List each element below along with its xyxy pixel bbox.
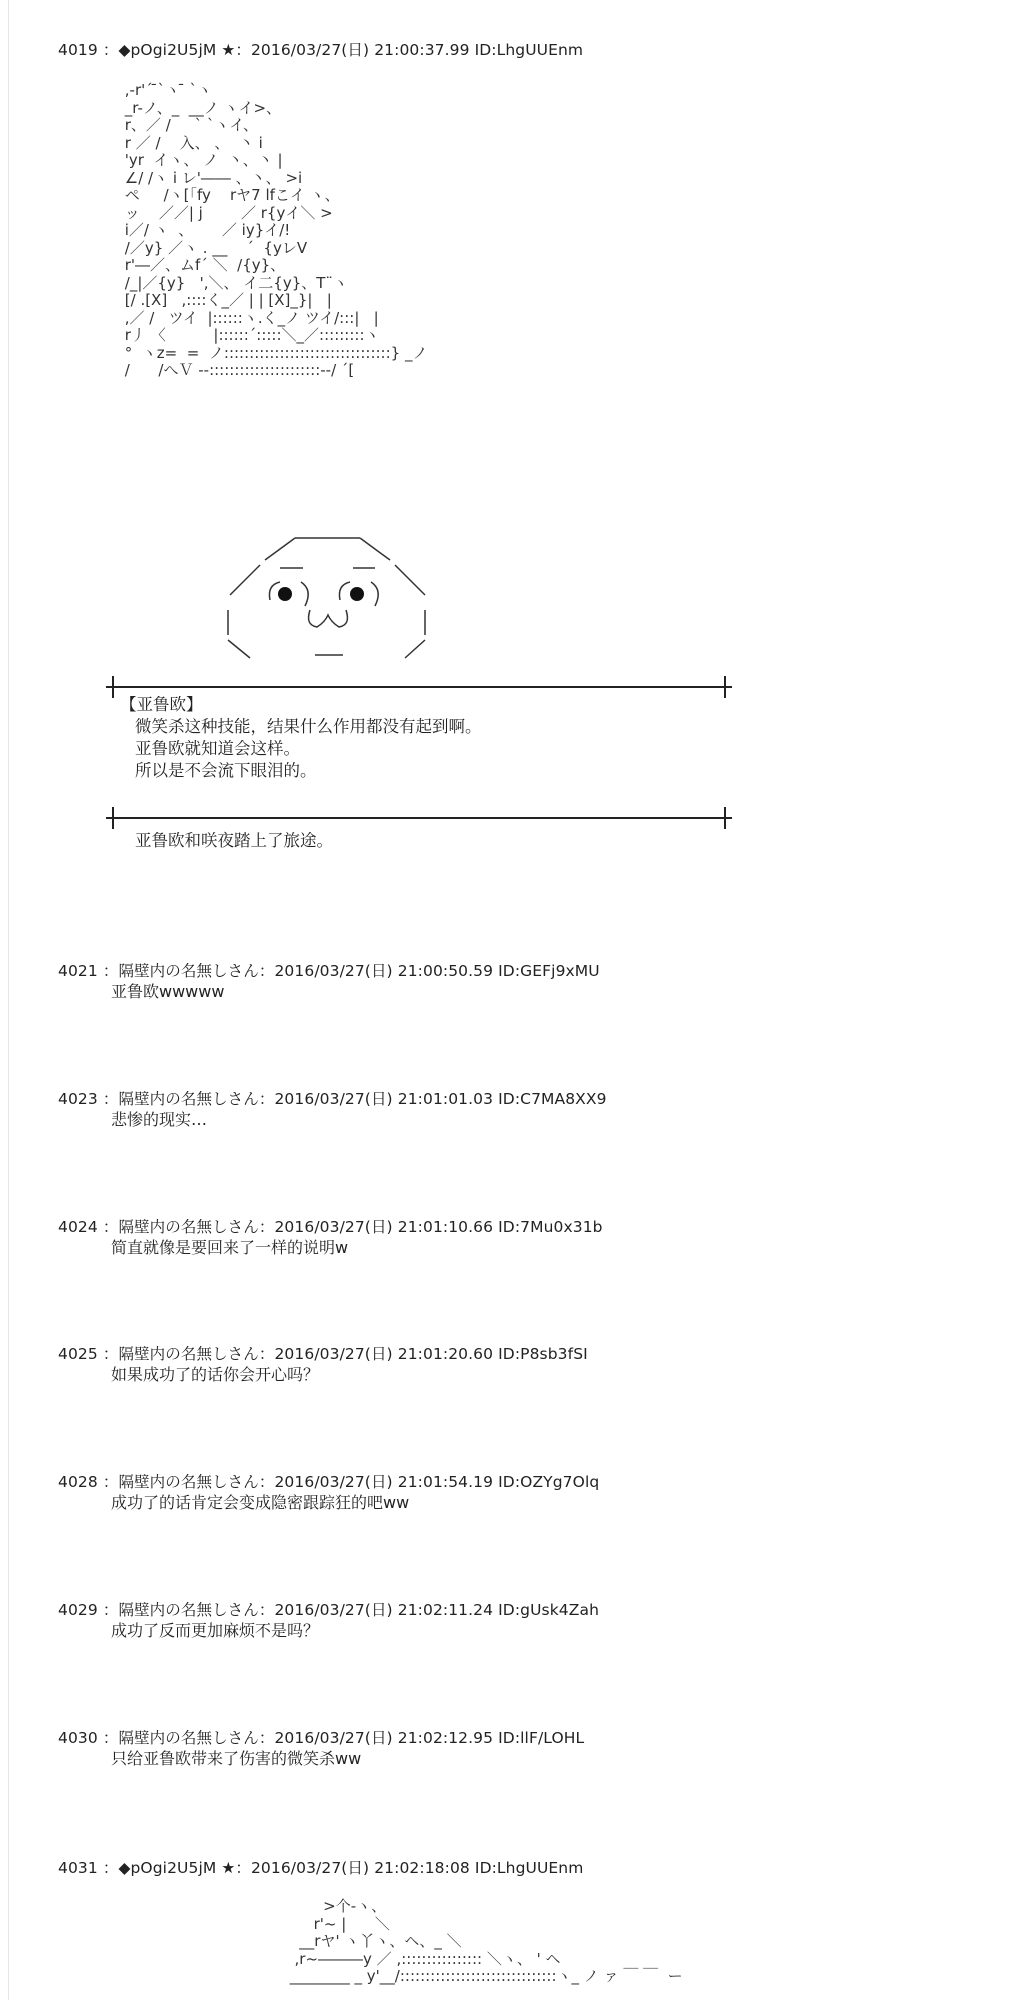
post-header: 4031 ：◆pOgi2U5jM ★：2016/03/27(日) 21:02:18:08 ID:LhgUUEnm [58,1859,584,1877]
post-body: 成功了的话肯定会变成隐密跟踪狂的吧ww [111,1493,410,1512]
post-4024 [58,1217,603,1259]
post-header: 4024 ：隔壁内の名無しさん：2016/03/27(日) 21:01:10.66 ID:7Mu0x31b [58,1218,603,1236]
ascii-art-character: ,-r'´ ̄`ヽ ̄ `ヽ _r-ノ、_ __ノ ヽイ>、 r、／ / ` `ヽイ、 r ／ / 入、 、 丶 i 'yr イヽ、 ノ 丶、丶 | ∠/ /ヽ i レ'―― 、丶、 >i ペ /ヽ[「fy rヤ7 lfこイ ヽ、 ッ ／／| j ／ r{yイ＼ > i／/ ヽ 、 ／ iy}イ/! /／y} ／ヽ . __ ´ {yレV r'―／、ムf´ ＼ /{y}、 /_|／{y} ',＼、 イ二{y}、T¨ヽ [/ .[X] ,::::く_／ | | [X]_}| | ,／ / ツイ |::::::ヽ.く_ノ ツイ/:::| | r丿 〈 |::::::´:::::＼_／:::::::::ヽ ° ヽz= = ノ:::::::::::::::::::::::::::::::::} _ノ / /へＶ --::::::::::::::::::::::--/ ´[ [124,81,428,379]
dialogue-line: 微笑杀这种技能，结果什么作用都没有起到啊。 [135,717,482,736]
post-4030 [58,1728,584,1770]
post-header: 4019 ：◆pOgi2U5jM ★：2016/03/27(日) 21:00:37.99 ID:LhgUUEnm [58,41,584,59]
post-header: 4030 ：隔壁内の名無しさん：2016/03/27(日) 21:02:12.95 ID:llF/LOHL [58,1729,585,1747]
post-4021 [58,961,600,1003]
post-4028 [58,1472,599,1514]
post-4031 [58,1858,583,1878]
narration-line: 亚鲁欧和咲夜踏上了旅途。 [135,831,333,850]
post-4029 [58,1600,599,1642]
post-header: 4023 ：隔壁内の名無しさん：2016/03/27(日) 21:01:01.03 ID:C7MA8XX9 [58,1090,607,1108]
post-header: 4025 ：隔壁内の名無しさん：2016/03/27(日) 21:01:20.60 ID:P8sb3fSI [58,1345,588,1363]
post-body: 简直就像是要回来了一样的说明w [111,1238,349,1257]
post-header: 4029 ：隔壁内の名無しさん：2016/03/27(日) 21:02:11.24 ID:gUsk4Zah [58,1601,599,1619]
dialogue-line: 亚鲁欧就知道会这样。 [135,739,300,758]
post-4023 [58,1089,607,1131]
post-4025 [58,1344,588,1386]
post-body: 如果成功了的话你会开心吗？ [111,1365,320,1384]
dialogue-block [120,694,482,782]
post-body: 只给亚鲁欧带来了伤害的微笑杀ww [111,1749,362,1768]
post-body: 成功了反而更加麻烦不是吗？ [111,1621,320,1640]
dialogue-line: 所以是不会流下眼泪的。 [135,761,317,780]
post-body: 悲惨的现实… [111,1110,208,1129]
speaker-label: 【亚鲁欧】 [120,695,203,714]
ascii-art-character: >个-ヽ、 r'~ | ＼ __rヤ' ヽ丫ヽ、ヘ、_ ＼ ,r~―――y ／ ,:::::::::::::::: ＼ヽ、 ' ヘ ________ _ y'__/:::::::::::::::::::::::::::::::ヽ_ ノ ァ ￣ ￣ ー [289,1897,683,1985]
yaruo-face-art [225,530,435,680]
page-left-border [8,0,9,2000]
narration-text [120,830,333,852]
post-4019 [58,40,583,60]
post-header: 4021 ：隔壁内の名無しさん：2016/03/27(日) 21:00:50.59 ID:GEFj9xMU [58,962,600,980]
post-body: 亚鲁欧wwwww [111,982,225,1001]
separator-rule-bottom [110,807,728,829]
post-header: 4028 ：隔壁内の名無しさん：2016/03/27(日) 21:01:54.19 ID:OZYg7Olq [58,1473,600,1491]
